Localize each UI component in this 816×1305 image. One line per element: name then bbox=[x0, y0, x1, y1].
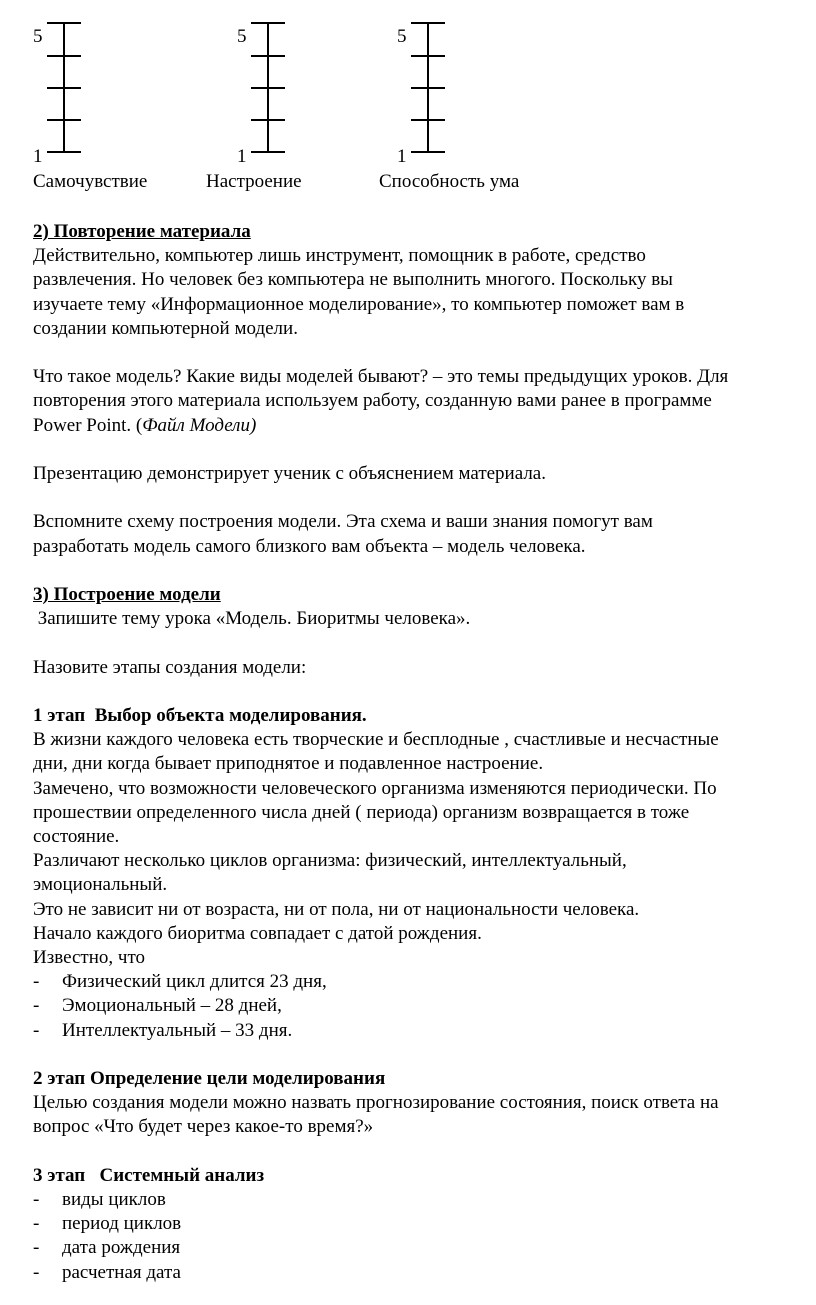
paragraph-line: Целью создания модели можно назвать прогнозирование состояния, поиск ответа на bbox=[33, 1092, 719, 1114]
scale-min-label: 1 bbox=[33, 146, 43, 167]
list-item bbox=[33, 1236, 803, 1260]
rating-scales bbox=[0, 0, 816, 200]
scale-tick bbox=[47, 119, 81, 121]
section-heading: 3) Построение модели bbox=[33, 583, 221, 605]
stage-heading: 2 этап Определение цели моделирования bbox=[33, 1068, 386, 1089]
paragraph-line: прошествии определенного числа дней ( периода) организм возвращается в тоже bbox=[33, 801, 690, 823]
list-item bbox=[33, 1261, 803, 1285]
paragraph-line: Вспомните схему построения модели. Эта схема и ваши знания помогут вам bbox=[33, 511, 653, 533]
list-item-text: Эмоциональный – 28 дней, bbox=[62, 995, 282, 1017]
paragraph-line: Запишите тему урока «Модель. Биоритмы человека». bbox=[33, 608, 471, 630]
paragraph-line: Действительно, компьютер лишь инструмент, помощник в работе, средство bbox=[33, 245, 646, 267]
stage-heading: 3 этап Системный анализ bbox=[33, 1164, 265, 1186]
scale-mood bbox=[237, 22, 327, 167]
list-item bbox=[33, 994, 803, 1018]
paragraph-line: повторения этого материала используем работу, созданную вами ранее в программе bbox=[33, 390, 712, 412]
scale-tick bbox=[411, 151, 445, 153]
paragraph-line: Что такое модель? Какие виды моделей бывают? – это темы предыдущих уроков. Для bbox=[33, 366, 729, 388]
file-reference: Файл Модели) bbox=[142, 414, 257, 436]
list-item-text: Физический цикл длится 23 дня, bbox=[62, 971, 327, 993]
paragraph-line: изучаете тему «Информационное моделирование», то компьютер поможет вам в bbox=[33, 293, 685, 315]
scale-mind bbox=[397, 22, 487, 167]
paragraph-line: Замечено, что возможности человеческого организма изменяются периодически. По bbox=[33, 777, 717, 799]
scale-tick bbox=[47, 151, 81, 153]
paragraph-line: эмоциональный. bbox=[33, 874, 168, 896]
scale-tick bbox=[411, 87, 445, 89]
list-item-text: Интеллектуальный – 33 дня. bbox=[62, 1019, 293, 1041]
list-marker: - bbox=[33, 995, 40, 1017]
scale-caption: Самочувствие bbox=[33, 171, 148, 192]
list-item bbox=[33, 970, 803, 994]
scale-tick bbox=[411, 119, 445, 121]
stage-heading: 1 этап Выбор объекта моделирования. bbox=[33, 704, 367, 726]
scale-tick bbox=[47, 22, 81, 24]
scale-caption: Способность ума bbox=[379, 171, 520, 192]
list-item bbox=[33, 1212, 803, 1236]
paragraph-line: создании компьютерной модели. bbox=[33, 317, 298, 339]
list-item-text: расчетная дата bbox=[62, 1261, 181, 1283]
list-item-text: период циклов bbox=[62, 1213, 182, 1235]
scale-caption: Настроение bbox=[206, 171, 302, 192]
scale-wellbeing bbox=[33, 22, 123, 167]
scale-tick bbox=[47, 55, 81, 57]
section-heading: 2) Повторение материала bbox=[33, 221, 251, 242]
scale-max-label: 5 bbox=[397, 26, 407, 47]
list-item bbox=[33, 1019, 803, 1043]
paragraph-line: Презентацию демонстрирует ученик с объяснением материала. bbox=[33, 463, 546, 484]
paragraph-line: дни, дни когда бывает приподнятое и подавленное настроение. bbox=[33, 753, 544, 775]
paragraph-line: В жизни каждого человека есть творческие и бесплодные , счастливые и несчастные bbox=[33, 729, 719, 751]
scale-tick bbox=[251, 22, 285, 24]
document-body bbox=[33, 220, 803, 1285]
scale-tick bbox=[251, 87, 285, 89]
scale-max-label: 5 bbox=[33, 26, 43, 47]
scale-tick bbox=[47, 87, 81, 89]
list-item-text: виды циклов bbox=[62, 1189, 166, 1210]
scale-min-label: 1 bbox=[237, 146, 247, 167]
paragraph-line: Различают несколько циклов организма: физический, интеллектуальный, bbox=[33, 850, 627, 872]
list-marker: - bbox=[33, 1019, 40, 1041]
paragraph-line: разработать модель самого близкого вам объекта – модель человека. bbox=[33, 535, 586, 557]
list-marker: - bbox=[33, 1237, 40, 1259]
list-marker: - bbox=[33, 971, 40, 993]
paragraph-line: Начало каждого биоритма совпадает с датой рождения. bbox=[33, 922, 482, 944]
paragraph-line: Это не зависит ни от возраста, ни от пола, ни от национальности человека. bbox=[33, 898, 640, 920]
paragraph-line bbox=[33, 414, 803, 438]
scale-max-label: 5 bbox=[237, 26, 247, 47]
paragraph-text: Power Point. ( bbox=[33, 414, 143, 436]
scale-tick bbox=[251, 55, 285, 57]
paragraph-line: развлечения. Но человек без компьютера не выполнить многого. Поскольку вы bbox=[33, 269, 673, 291]
paragraph-line: Назовите этапы создания модели: bbox=[33, 656, 307, 678]
list-marker: - bbox=[33, 1213, 40, 1235]
paragraph-line: Известно, что bbox=[33, 947, 146, 968]
scale-min-label: 1 bbox=[397, 146, 407, 167]
list-item bbox=[33, 1188, 803, 1212]
scale-tick bbox=[411, 55, 445, 57]
paragraph-line: состояние. bbox=[33, 825, 120, 847]
list-item-text: дата рождения bbox=[62, 1237, 181, 1259]
paragraph-line: вопрос «Что будет через какое-то время?» bbox=[33, 1116, 374, 1138]
list-marker: - bbox=[33, 1261, 40, 1283]
scale-tick bbox=[251, 119, 285, 121]
list-marker: - bbox=[33, 1189, 40, 1210]
scale-tick bbox=[411, 22, 445, 24]
scale-tick bbox=[251, 151, 285, 153]
